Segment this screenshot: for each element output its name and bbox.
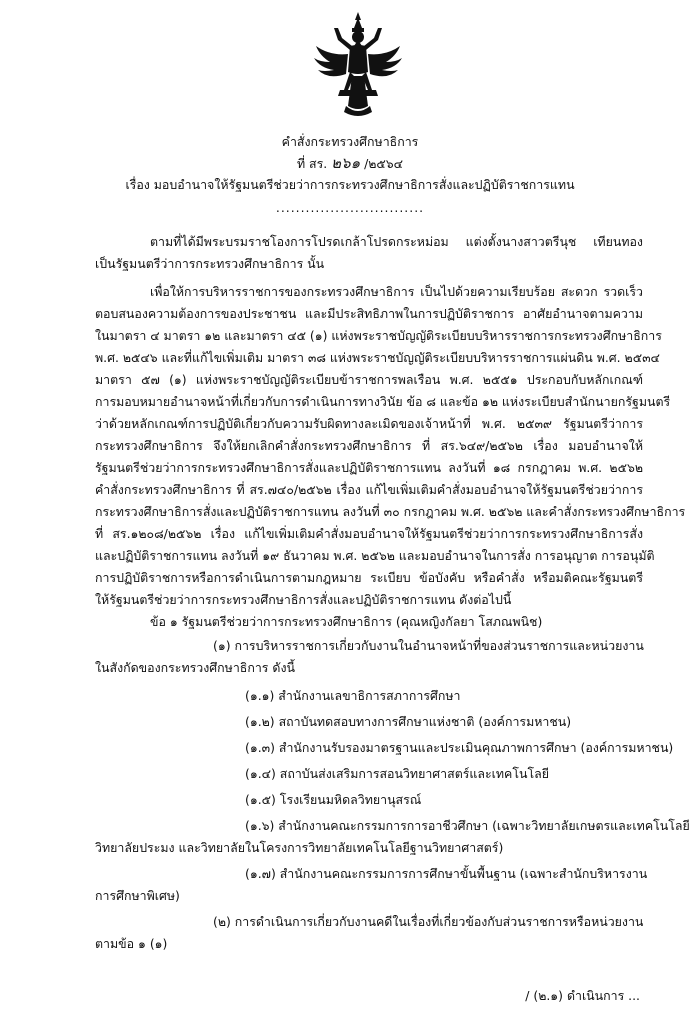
clause-item: ในสังกัดของกระทรวงศึกษาธิการ ดังนี้ xyxy=(95,660,295,675)
paragraph-line: เพื่อให้การบริหารราชการของกระทรวงศึกษาธิการ เป็นไปด้วยความเรียบร้อย สะดวก รวดเร็ว xyxy=(150,284,643,299)
clause-item-continued: ตามข้อ ๑ (๑) xyxy=(95,936,168,951)
paragraph-line: และปฏิบัติราชการแทน ลงวันที่ ๑๙ ธันวาคม พ.ศ. ๒๕๖๒ และมอบอำนาจในการสั่ง การอนุญาต การอนุมัติ xyxy=(95,548,655,563)
list-item: (๑.๑) สำนักงานเลขาธิการสภาการศึกษา xyxy=(245,688,461,703)
order-number-suffix: /๒๕๖๔ xyxy=(364,156,404,171)
continuation-note: / (๒.๑) ดำเนินการ ... xyxy=(525,988,640,1003)
separator-line: .............................. xyxy=(275,200,425,215)
paragraph-line: ที่ สร.๑๒๐๘/๒๕๖๒ เรื่อง แก้ไขเพิ่มเติมคำสั่งมอบอำนาจให้รัฐมนตรีช่วยว่าการกระทรวงศึกษาธิการสั่ง xyxy=(95,526,643,541)
paragraph-line: พ.ศ. ๒๕๔๖ และที่แก้ไขเพิ่มเติม มาตรา ๓๘ แห่งพระราชบัญญัติระเบียบบริหารราชการแผ่นดิน พ.ศ. ๒๕๓๔ xyxy=(95,350,660,365)
clause-heading: ข้อ ๑ รัฐมนตรีช่วยว่าการกระทรวงศึกษาธิการ (คุณหญิงกัลยา โสภณพนิช) xyxy=(150,614,543,629)
list-item: (๑.๗) สำนักงานคณะกรรมการการศึกษาขั้นพื้นฐาน (เฉพาะสำนักบริหารงาน xyxy=(245,866,648,881)
list-item-continued: วิทยาลัยประมง และวิทยาลัยในโครงการวิทยาลัยเทคโนโลยีฐานวิทยาศาสตร์) xyxy=(95,840,504,855)
list-item: (๑.๖) สำนักงานคณะกรรมการการอาชีวศึกษา (เฉพาะวิทยาลัยเกษตรและเทคโนโลยี xyxy=(245,818,690,833)
paragraph-line: การมอบหมายอำนาจหน้าที่เกี่ยวกับการดำเนินการทางวินัย ข้อ ๘ และข้อ ๑๒ แห่งระเบียบสำนักนายกรัฐมนตรี xyxy=(95,394,671,409)
order-subject: เรื่อง มอบอำนาจให้รัฐมนตรีช่วยว่าการกระทรวงศึกษาธิการสั่งและปฏิบัติราชการแทน xyxy=(125,177,575,192)
clause-item: (๑) การบริหารราชการเกี่ยวกับงานในอำนาจหน้าที่ของส่วนราชการและหน่วยงาน xyxy=(213,638,644,653)
paragraph-line: คำสั่งกระทรวงศึกษาธิการ ที่ สร.๗๔๐/๒๕๖๒ เรื่อง แก้ไขเพิ่มเติมคำสั่งมอบอำนาจให้รัฐมนตรีช่วยว่าการ xyxy=(95,482,643,497)
order-number xyxy=(0,155,700,172)
paragraph-line: ในมาตรา ๔ มาตรา ๑๒ และมาตรา ๔๕ (๑) แห่งพระราชบัญญัติระเบียบบริหารราชการกระทรวงศึกษาธิการ xyxy=(95,328,662,343)
order-number-handwritten: ๒๖๑ xyxy=(331,154,361,172)
paragraph-line: ให้รัฐมนตรีช่วยว่าการกระทรวงศึกษาธิการสั่งและปฏิบัติราชการแทน ดังต่อไปนี้ xyxy=(95,592,512,607)
paragraph-line: กระทรวงศึกษาธิการ จึงให้ยกเลิกคำสั่งกระทรวงศึกษาธิการ ที่ สร.๖๔๙/๒๕๖๒ เรื่อง มอบอำนาจให้ xyxy=(95,438,643,453)
paragraph-line: การปฏิบัติราชการหรือการดำเนินการตามกฎหมาย ระเบียบ ข้อบังคับ หรือคำสั่ง หรือมติคณะรัฐมนตรี xyxy=(95,570,643,585)
paragraph-line: กระทรวงศึกษาธิการสั่งและปฏิบัติราชการแทน ลงวันที่ ๓๐ กรกฎาคม พ.ศ. ๒๕๖๒ และคำสั่งกระทรวงศึกษาธิการ xyxy=(95,504,686,519)
list-item: (๑.๒) สถาบันทดสอบทางการศึกษาแห่งชาติ (องค์การมหาชน) xyxy=(245,714,572,729)
paragraph-line: ตอบสนองความต้องการของประชาชน และมีประสิทธิภาพในการปฏิบัติราชการ อาศัยอำนาจตามความ xyxy=(95,306,643,321)
list-item-continued: การศึกษาพิเศษ) xyxy=(95,888,180,903)
order-number-prefix: ที่ สร. xyxy=(296,156,328,171)
list-item: (๑.๕) โรงเรียนมหิดลวิทยานุสรณ์ xyxy=(245,792,422,807)
paragraph-line: ตามที่ได้มีพระบรมราชโองการโปรดเกล้าโปรดกระหม่อม แต่งตั้งนางสาวตรีนุช เทียนทอง xyxy=(150,234,643,249)
clause-item: (๒) การดำเนินการเกี่ยวกับงานคดีในเรื่องที่เกี่ยวข้องกับส่วนราชการหรือหน่วยงาน xyxy=(213,914,644,929)
paragraph-line: รัฐมนตรีช่วยว่าการกระทรวงศึกษาธิการสั่งและปฏิบัติราชการแทน ลงวันที่ ๑๘ กรกฎาคม พ.ศ. ๒๕๖๒ xyxy=(95,460,643,475)
list-item: (๑.๔) สถาบันส่งเสริมการสอนวิทยาศาสตร์และเทคโนโลยี xyxy=(245,766,549,781)
paragraph-line: ว่าด้วยหลักเกณฑ์การปฏิบัติเกี่ยวกับความรับผิดทางละเมิดของเจ้าหน้าที่ พ.ศ. ๒๕๓๙ รัฐมนตรีว่าการ xyxy=(95,416,643,431)
paragraph-line: เป็นรัฐมนตรีว่าการกระทรวงศึกษาธิการ นั้น xyxy=(95,256,325,271)
list-item: (๑.๓) สำนักงานรับรองมาตรฐานและประเมินคุณภาพการศึกษา (องค์การมหาชน) xyxy=(245,740,674,755)
paragraph-line: มาตรา ๕๗ (๑) แห่งพระราชบัญญัติระเบียบข้าราชการพลเรือน พ.ศ. ๒๕๕๑ ประกอบกับหลักเกณฑ์ xyxy=(95,372,643,387)
garuda-emblem-icon xyxy=(310,10,406,118)
order-title: คำสั่งกระทรวงศึกษาธิการ xyxy=(281,134,419,149)
